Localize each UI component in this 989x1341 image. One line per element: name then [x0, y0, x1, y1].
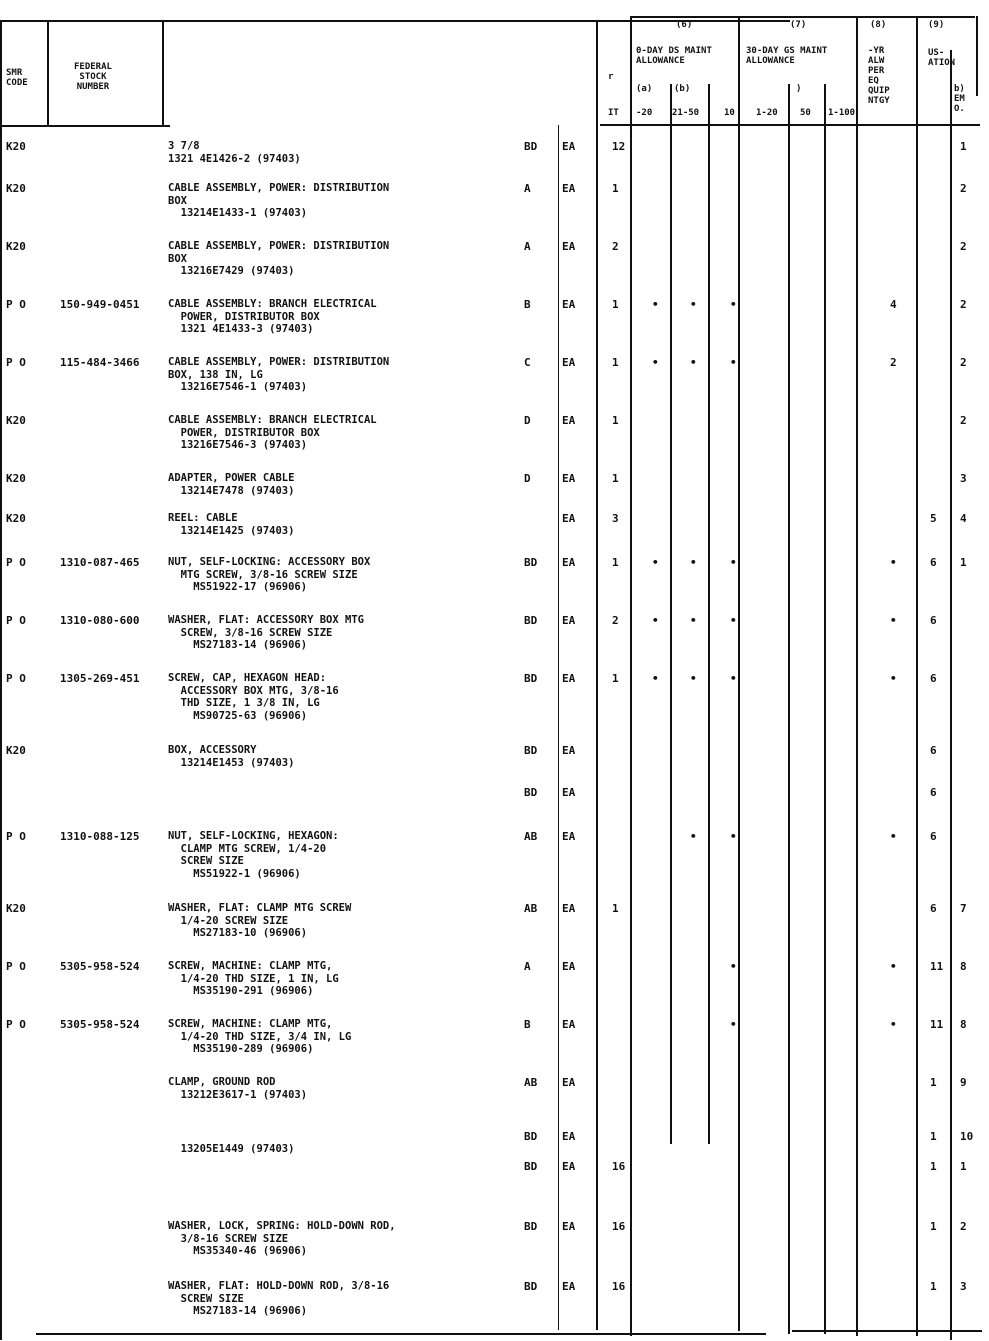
quantity-cell: 1 — [612, 902, 619, 915]
ds-21-50-cell: • — [690, 830, 697, 843]
col6-sub-1-20: -20 — [636, 108, 653, 118]
smr-code-cell: K20 — [6, 512, 26, 525]
figure-cell: 6 — [930, 556, 937, 569]
unit-of-issue-cell: EA — [562, 356, 576, 369]
quantity-cell: 1 — [612, 414, 619, 427]
yearly-allowance-cell: • — [890, 614, 897, 627]
um-code-cell: AB — [524, 902, 538, 915]
figure-cell: 1 — [930, 1280, 937, 1293]
col7-number: (7) — [790, 20, 807, 30]
unit-of-issue-cell: EA — [562, 1220, 576, 1233]
unit-of-issue-cell: EA — [562, 240, 576, 253]
smr-code-cell: K20 — [6, 140, 26, 153]
smr-code-cell: K20 — [6, 472, 26, 485]
um-code-cell: D — [524, 472, 531, 485]
description-cell: SCREW, MACHINE: CLAMP MTG, 1/4-20 THD SIZE, 3/4 IN, LG MS35190-289 (96906) — [168, 1018, 352, 1055]
col-rule-6 — [630, 16, 632, 1336]
ds-51-100-cell: • — [730, 830, 737, 843]
ds-1-20-cell: • — [652, 672, 659, 685]
item-number-cell: 4 — [960, 512, 967, 525]
yearly-allowance-cell: • — [890, 556, 897, 569]
col-rule-7c — [824, 84, 826, 1334]
ds-51-100-cell: • — [730, 356, 737, 369]
um-code-cell: D — [524, 414, 531, 427]
item-number-cell: 2 — [960, 182, 967, 195]
quantity-cell: 1 — [612, 298, 619, 311]
unit-of-issue-cell: EA — [562, 614, 576, 627]
item-number-cell: 2 — [960, 414, 967, 427]
quantity-cell: 12 — [612, 140, 626, 153]
page-bottom-rule-right — [792, 1330, 982, 1332]
ds-51-100-cell: • — [730, 556, 737, 569]
yearly-allowance-cell: 4 — [890, 298, 897, 311]
description-cell: CABLE ASSEMBLY, POWER: DISTRIBUTION BOX 13216E7429 (97403) — [168, 240, 390, 277]
stock-number-cell: 1310-088-125 — [60, 830, 140, 843]
quantity-cell: 1 — [612, 356, 619, 369]
col-rule-desc — [162, 20, 164, 125]
col-blank-header: r — [608, 72, 614, 82]
figure-cell: 11 — [930, 960, 944, 973]
figure-cell: 1 — [930, 1220, 937, 1233]
description-cell: WASHER, FLAT: CLAMP MTG SCREW 1/4-20 SCREW SIZE MS27183-10 (96906) — [168, 902, 352, 939]
col6-number: (6) — [676, 20, 693, 30]
unit-of-issue-cell: EA — [562, 1018, 576, 1031]
description-cell: 3 7/8 1321 4E1426-2 (97403) — [168, 140, 301, 165]
federal-stock-number-header: FEDERAL STOCK NUMBER — [74, 62, 112, 92]
col6-title: 0-DAY DS MAINT ALLOWANCE — [636, 46, 712, 66]
col-rule-9 — [916, 16, 918, 1336]
quantity-cell: 1 — [612, 182, 619, 195]
smr-code-cell: K20 — [6, 240, 26, 253]
item-number-cell: 8 — [960, 960, 967, 973]
description-cell: CLAMP, GROUND ROD 13212E3617-1 (97403) — [168, 1076, 308, 1101]
item-number-cell: 2 — [960, 298, 967, 311]
item-number-cell: 1 — [960, 1160, 967, 1173]
unit-of-issue-cell: EA — [562, 298, 576, 311]
um-code-cell: B — [524, 298, 531, 311]
col7-sub-50: 50 — [800, 108, 811, 118]
description-cell: SCREW, MACHINE: CLAMP MTG, 1/4-20 THD SIZE, 1 IN, LG MS35190-291 (96906) — [168, 960, 339, 997]
ds-21-50-cell: • — [690, 356, 697, 369]
col7-title: 30-DAY GS MAINT ALLOWANCE — [746, 46, 828, 66]
description-cell: ADAPTER, POWER CABLE 13214E7478 (97403) — [168, 472, 295, 497]
description-cell: SCREW, CAP, HEXAGON HEAD: ACCESSORY BOX MTG, 3/8-16 THD SIZE, 1 3/8 IN, LG MS90725-63 (96906) — [168, 672, 339, 722]
description-cell: CABLE ASSEMBLY: BRANCH ELECTRICAL POWER, DISTRIBUTOR BOX 1321 4E1433-3 (97403) — [168, 298, 377, 335]
smr-code-cell: P O — [6, 830, 26, 843]
item-number-cell: 3 — [960, 472, 967, 485]
um-code-cell: AB — [524, 830, 538, 843]
ds-1-20-cell: • — [652, 556, 659, 569]
um-code-cell: BD — [524, 786, 538, 799]
smr-code-header: SMR CODE — [6, 68, 28, 88]
stock-number-cell: 115-484-3466 — [60, 356, 140, 369]
col6-sub-21-50: 21-50 — [672, 108, 700, 118]
yearly-allowance-cell: • — [890, 1018, 897, 1031]
unit-of-issue-cell: EA — [562, 140, 576, 153]
ds-21-50-cell: • — [690, 614, 697, 627]
unit-of-issue-cell: EA — [562, 414, 576, 427]
quantity-cell: 16 — [612, 1220, 626, 1233]
um-code-cell: BD — [524, 1160, 538, 1173]
stock-number-cell: 1310-087-465 — [60, 556, 140, 569]
figure-cell: 6 — [930, 902, 937, 915]
stock-number-cell: 1310-080-600 — [60, 614, 140, 627]
um-code-cell: AB — [524, 1076, 538, 1089]
col8-number: (8) — [870, 20, 887, 30]
unit-of-issue-cell: EA — [562, 786, 576, 799]
unit-of-issue-cell: EA — [562, 472, 576, 485]
smr-code-cell: P O — [6, 672, 26, 685]
item-number-cell: 7 — [960, 902, 967, 915]
figure-cell: 6 — [930, 744, 937, 757]
col-rule-6c — [708, 84, 710, 1144]
ds-51-100-cell: • — [730, 1018, 737, 1031]
description-cell: CABLE ASSEMBLY, POWER: DISTRIBUTION BOX 13214E1433-1 (97403) — [168, 182, 390, 219]
quantity-cell: 3 — [612, 512, 619, 525]
header-top-rule-right — [630, 16, 975, 18]
ds-51-100-cell: • — [730, 298, 737, 311]
smr-code-cell: K20 — [6, 414, 26, 427]
col8-title: -YR ALW PER EQ QUIP NTGY — [868, 46, 890, 106]
col-rule-fsn — [47, 20, 49, 125]
quantity-cell: 1 — [612, 556, 619, 569]
ds-51-100-cell: • — [730, 672, 737, 685]
smr-code-cell: P O — [6, 614, 26, 627]
item-number-cell: 3 — [960, 1280, 967, 1293]
description-cell: CABLE ASSEMBLY, POWER: DISTRIBUTION BOX, 138 IN, LG 13216E7546-1 (97403) — [168, 356, 390, 393]
smr-code-cell: P O — [6, 356, 26, 369]
item-number-cell: 1 — [960, 556, 967, 569]
um-code-cell: BD — [524, 556, 538, 569]
um-code-cell: BD — [524, 140, 538, 153]
col-rule-7b — [788, 84, 790, 1334]
unit-of-issue-cell: EA — [562, 556, 576, 569]
item-number-cell: 2 — [960, 1220, 967, 1233]
smr-code-cell: P O — [6, 556, 26, 569]
um-code-cell: BD — [524, 672, 538, 685]
col9-title: US- ATION — [928, 48, 956, 68]
col7-sub-i: ) — [796, 84, 802, 94]
unit-of-issue-cell: EA — [562, 744, 576, 757]
yearly-allowance-cell: 2 — [890, 356, 897, 369]
unit-marker-header: IT — [608, 108, 619, 118]
item-number-cell: 8 — [960, 1018, 967, 1031]
unit-of-issue-cell: EA — [562, 902, 576, 915]
header-top-rule — [0, 20, 790, 22]
stock-number-cell: 5305-958-524 — [60, 1018, 140, 1031]
unit-of-issue-cell: EA — [562, 672, 576, 685]
item-number-cell: 2 — [960, 356, 967, 369]
unit-of-issue-cell: EA — [562, 182, 576, 195]
page-bottom-rule — [36, 1333, 766, 1335]
stock-number-cell: 1305-269-451 — [60, 672, 140, 685]
figure-cell: 6 — [930, 672, 937, 685]
ds-51-100-cell: • — [730, 960, 737, 973]
col6b-label: (b) — [674, 84, 691, 94]
unit-of-issue-cell: EA — [562, 960, 576, 973]
figure-cell: 6 — [930, 614, 937, 627]
col-rule-9b — [950, 50, 952, 1340]
quantity-cell: 2 — [612, 240, 619, 253]
description-cell: WASHER, LOCK, SPRING: HOLD-DOWN ROD, 3/8-16 SCREW SIZE MS35340-46 (96906) — [168, 1220, 396, 1257]
figure-cell: 1 — [930, 1130, 937, 1143]
ds-21-50-cell: • — [690, 556, 697, 569]
item-number-cell: 1 — [960, 140, 967, 153]
um-code-cell: BD — [524, 1220, 538, 1233]
figure-cell: 1 — [930, 1076, 937, 1089]
col-rule-unit — [558, 125, 559, 1330]
item-number-cell: 2 — [960, 240, 967, 253]
unit-of-issue-cell: EA — [562, 1160, 576, 1173]
stock-number-cell: 5305-958-524 — [60, 960, 140, 973]
col6a-label: (a) — [636, 84, 653, 94]
unit-of-issue-cell: EA — [562, 1076, 576, 1089]
um-code-cell: A — [524, 240, 531, 253]
col-rule-6b — [670, 84, 672, 1144]
item-number-cell: 9 — [960, 1076, 967, 1089]
col9b-label: b) EM O. — [954, 84, 965, 114]
um-code-cell: BD — [524, 614, 538, 627]
unit-of-issue-cell: EA — [562, 1130, 576, 1143]
yearly-allowance-cell: • — [890, 672, 897, 685]
description-cell: REEL: CABLE 13214E1425 (97403) — [168, 512, 295, 537]
col-rule-7 — [738, 16, 740, 1331]
col-rule-right — [976, 16, 978, 96]
figure-cell: 6 — [930, 830, 937, 843]
um-code-cell: BD — [524, 1130, 538, 1143]
stock-number-cell: 150-949-0451 — [60, 298, 140, 311]
description-cell: WASHER, FLAT: HOLD-DOWN ROD, 3/8-16 SCREW SIZE MS27183-14 (96906) — [168, 1280, 390, 1317]
smr-code-cell: P O — [6, 1018, 26, 1031]
um-code-cell: C — [524, 356, 531, 369]
description-cell: NUT, SELF-LOCKING: ACCESSORY BOX MTG SCREW, 3/8-16 SCREW SIZE MS51922-17 (96906) — [168, 556, 371, 593]
smr-code-cell: K20 — [6, 182, 26, 195]
smr-code-cell: K20 — [6, 744, 26, 757]
ds-1-20-cell: • — [652, 614, 659, 627]
um-code-cell: BD — [524, 1280, 538, 1293]
quantity-cell: 1 — [612, 672, 619, 685]
ds-1-20-cell: • — [652, 356, 659, 369]
um-code-cell: B — [524, 1018, 531, 1031]
description-cell: 13205E1449 (97403) — [180, 1142, 295, 1155]
quantity-cell: 16 — [612, 1160, 626, 1173]
um-code-cell: BD — [524, 744, 538, 757]
unit-of-issue-cell: EA — [562, 512, 576, 525]
figure-cell: 6 — [930, 786, 937, 799]
figure-cell: 1 — [930, 1160, 937, 1173]
description-cell: CABLE ASSEMBLY: BRANCH ELECTRICAL POWER, DISTRIBUTOR BOX 13216E7546-3 (97403) — [168, 414, 377, 451]
ds-21-50-cell: • — [690, 298, 697, 311]
ds-21-50-cell: • — [690, 672, 697, 685]
col7-sub-1-20: 1-20 — [756, 108, 778, 118]
header-bottom-rule-mid — [600, 124, 980, 126]
col9-number: (9) — [928, 20, 945, 30]
quantity-cell: 16 — [612, 1280, 626, 1293]
quantity-cell: 1 — [612, 472, 619, 485]
figure-cell: 5 — [930, 512, 937, 525]
ds-51-100-cell: • — [730, 614, 737, 627]
figure-cell: 11 — [930, 1018, 944, 1031]
ds-1-20-cell: • — [652, 298, 659, 311]
description-cell: BOX, ACCESSORY 13214E1453 (97403) — [168, 744, 295, 769]
yearly-allowance-cell: • — [890, 960, 897, 973]
col-rule-8 — [856, 16, 858, 1336]
item-number-cell: 10 — [960, 1130, 974, 1143]
col6-sub-10: 10 — [724, 108, 735, 118]
col-rule-qty — [596, 20, 598, 1330]
smr-code-cell: K20 — [6, 902, 26, 915]
smr-code-cell: P O — [6, 298, 26, 311]
unit-of-issue-cell: EA — [562, 1280, 576, 1293]
yearly-allowance-cell: • — [890, 830, 897, 843]
col7-sub-100: 1-100 — [828, 108, 856, 118]
description-cell: WASHER, FLAT: ACCESSORY BOX MTG SCREW, 3/8-16 SCREW SIZE MS27183-14 (96906) — [168, 614, 364, 651]
col-rule-left — [0, 20, 2, 1340]
unit-of-issue-cell: EA — [562, 830, 576, 843]
header-bottom-rule — [0, 125, 170, 127]
description-cell: NUT, SELF-LOCKING, HEXAGON: CLAMP MTG SCREW, 1/4-20 SCREW SIZE MS51922-1 (96906) — [168, 830, 339, 880]
smr-code-cell: P O — [6, 960, 26, 973]
quantity-cell: 2 — [612, 614, 619, 627]
um-code-cell: A — [524, 182, 531, 195]
um-code-cell: A — [524, 960, 531, 973]
